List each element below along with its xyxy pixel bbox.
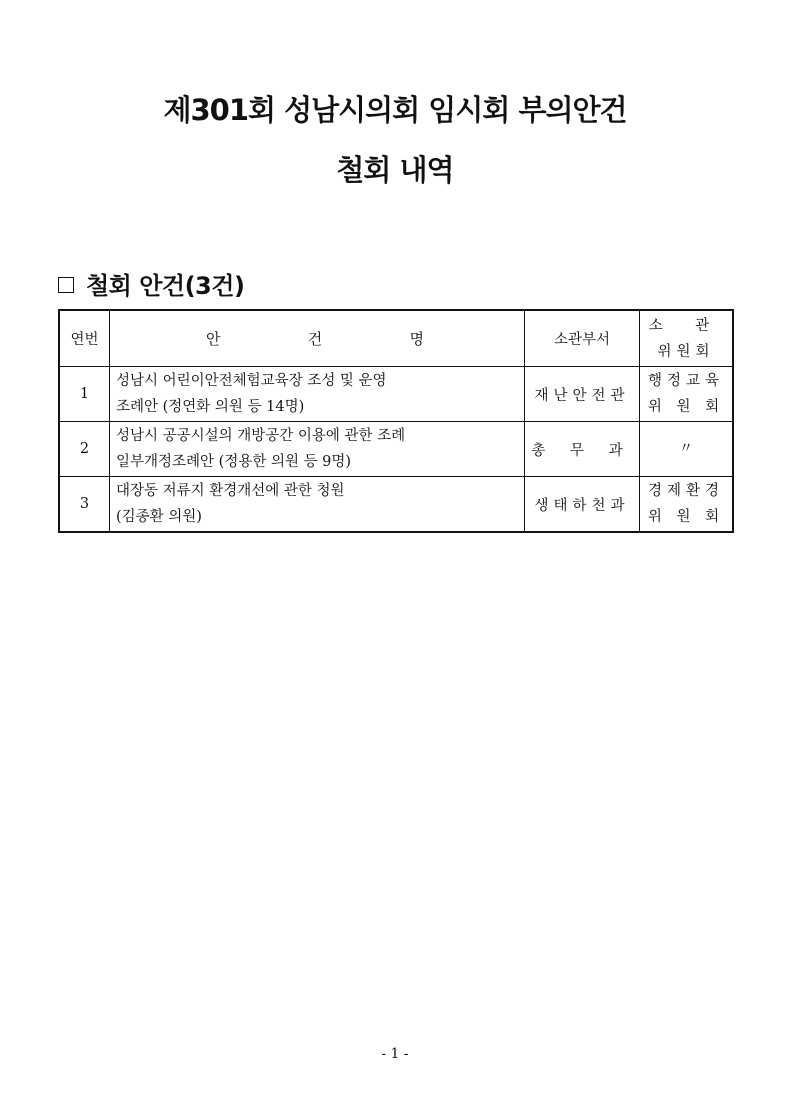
header-title-char: 안 bbox=[206, 329, 221, 348]
row-title bbox=[110, 477, 525, 533]
document-title: 제301회 성남시의회 임시회 부의안건 bbox=[163, 93, 627, 127]
withdrawn-items-table bbox=[58, 309, 734, 533]
row-title-line2: 조례안 (정연화 의원 등 14명) bbox=[116, 399, 305, 415]
row-committee bbox=[640, 367, 734, 422]
row-no: 3 bbox=[59, 477, 110, 533]
row-no: 1 bbox=[59, 367, 110, 422]
row-committee-line1: 행정교육 bbox=[647, 373, 725, 389]
row-committee bbox=[640, 422, 734, 477]
row-committee-line1: 경제환경 bbox=[647, 483, 725, 499]
row-committee bbox=[640, 477, 734, 533]
row-title-line2: (김종환 의원) bbox=[116, 509, 202, 525]
header-title-char: 건 bbox=[307, 329, 323, 348]
row-dept: 생태하천과 bbox=[525, 477, 640, 533]
header-title-char: 명 bbox=[409, 329, 424, 348]
row-title bbox=[110, 367, 525, 422]
row-committee-line2: 위 원 회 bbox=[647, 509, 725, 525]
section-heading-label: 철회 안건(3건) bbox=[86, 272, 245, 300]
row-title-line1: 성남시 공공시설의 개방공간 이용에 관한 조례 bbox=[116, 428, 406, 444]
header-committee-line1: 소 관 bbox=[648, 317, 724, 334]
row-no: 2 bbox=[59, 422, 110, 477]
row-title bbox=[110, 422, 525, 477]
header-no: 연번 bbox=[59, 310, 110, 367]
header-title bbox=[110, 310, 525, 367]
row-title-line1: 성남시 어린이안전체험교육장 조성 및 운영 bbox=[116, 373, 387, 389]
row-title-line2: 일부개정조례안 (정용한 의원 등 9명) bbox=[116, 454, 352, 470]
row-title-line1: 대장동 저류지 환경개선에 관한 청원 bbox=[116, 483, 345, 499]
row-dept: 총 무 과 bbox=[525, 422, 640, 477]
checkbox-square-icon bbox=[58, 277, 74, 293]
table-header-row bbox=[59, 310, 733, 367]
table-row bbox=[59, 422, 733, 477]
row-dept: 재난안전관 bbox=[525, 367, 640, 422]
header-committee bbox=[640, 310, 734, 367]
table-row bbox=[59, 477, 733, 533]
row-committee-line2: 위 원 회 bbox=[647, 399, 725, 415]
table-row bbox=[59, 367, 733, 422]
page-number: - 1 - bbox=[381, 1046, 409, 1062]
header-committee-line2: 위원회 bbox=[657, 343, 715, 360]
document-subtitle: 철회 내역 bbox=[336, 153, 454, 187]
row-committee-line1: 〃 bbox=[678, 441, 694, 457]
header-dept: 소관부서 bbox=[525, 310, 640, 367]
section-heading bbox=[58, 266, 244, 301]
